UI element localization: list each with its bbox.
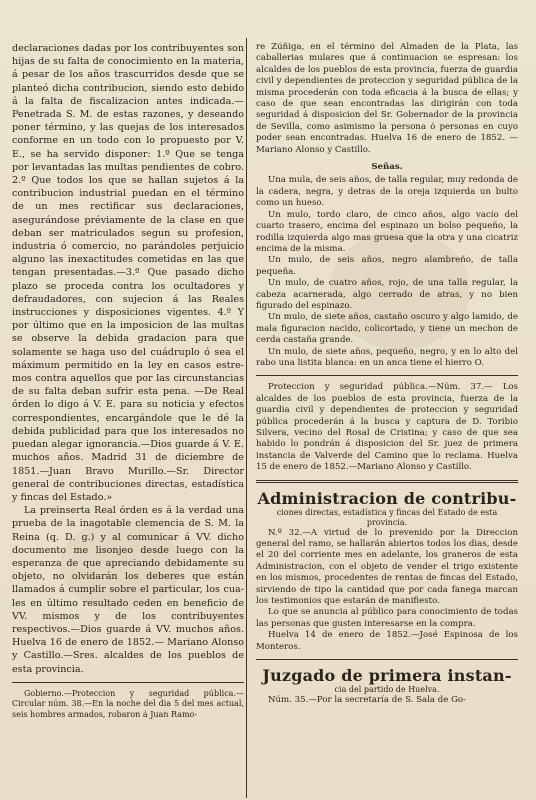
admin-body: N.º 32.—A virtud de lo prevenido por la Direccion general del ramo, se hallarán abiertos todos los dias, desde el 20 del corriente mes en adelante, los graneros de esta Administracion, con el objeto de vender el trigo existente en los mismos, procedentes de rentas de fincas del Estado, sirviendo de tipo la cantidad que por cada fanega marcan los testimonios que estarán de manifiesto. bbox=[256, 527, 518, 607]
sena-item: Un mulo, de siete años, pequeño, negro, y en lo alto del rabo una listita blanca: en un anca tiene el hierro O. bbox=[256, 346, 518, 368]
juzgado-body: Núm. 35.—Por la secretaría de S. Sala de Go- bbox=[268, 695, 467, 706]
right-double-divider bbox=[256, 480, 518, 483]
admin-signature: Huelva 14 de enero de 1852.—José Espinosa de los Monteros. bbox=[256, 630, 518, 652]
right-divider-two bbox=[256, 659, 518, 660]
left-body-text: declaraciones dadas por los contribuyentes son hijas de su falta de conocimiento en la materia, á pesar de los años trascurridos desde que se planteó dicha contribucion, siendo esto debido á la falta de fiscalizacion antes indicada.—Penetrada S. M. de estas razones, y deseando poner término, y las quejas de los interesados conforme en un todo con lo propuesto por V. E., se ha servido disponer: 1.º Que se tenga por levantadas las multas pendientes de cobro. 2.º Que todos los que se hallan sujetos á la contribucion industrial puedan en el término de un mes rectificar sus declaraciones, asegurándose préviamente de la clase en que deban ser matriculados segun su profesion, industria ó comercio, no parándoles perjuicio alguno las inexactitudes cometidas en las que tengan presentadas.—3.º Que pasado dicho plazo se proceda contra los ocultadores y defraudadores, con sujecion á las Reales instrucciones y disposiciones vigentes. 4.º Y por último que en la imposicion de las multas se observe la debida gradacion para que solamente se haga uso del cuádruplo ó sea el máximum permitido en la ley en casos estremos contra aquellos que por las circunstancias de su falta deban sufrir esta pena. —De Real órden lo digo á V. E. para su noticia y efectos correspondientes, encargándole que le dé la debida publicidad para que los interesados no puedan alegar ignorancia.—Dios guarde á V. E. muchos años. Madrid 31 de diciembre de 1851.—Juan Bravo Murillo.—Sr. Director general de contribuciones directas, estadística y fincas del Estado.» bbox=[12, 43, 244, 503]
admin-heading: Administracion de contribu- bbox=[257, 488, 517, 508]
sena-item: Un mulo, de seis años, negro alambreño, de talla pequeña. bbox=[256, 255, 518, 277]
right-divider bbox=[256, 375, 518, 376]
right-intro-text: re Zúñiga, en el término del Almaden de la Plata, las caballerias mulares que á continuacion se espresan: los alcaldes de los pueblos de esta provincia, fuerza de guardia civil y dependientes de proteccion y seguridad pública de la misma procederán con toda eficacia á la busca de ellas; y caso de que sean encontradas las dirigirán con toda seguridad á disposicion del Sr. Gobernador de la provincia de Sevilla, como asimismo la persona ó personas en cuyo poder sean encontradas. Huelva 16 de enero de 1852. —Mariano Alonso y Castillo. bbox=[256, 42, 518, 155]
sena-item: Un mulo, de cuatro años, rojo, de una talla regular, la cabeza acarnerada, algo cerrado de atras, y no bien figurado del espinazo. bbox=[256, 278, 518, 311]
left-column bbox=[12, 42, 244, 720]
admin-body-two: Lo que se anuncia al público para conocimiento de todas las personas que gusten interesarse en la compra. bbox=[256, 607, 518, 629]
juzgado-heading: Juzgado de primera instan- bbox=[262, 666, 512, 686]
left-divider bbox=[12, 682, 244, 683]
column-divider bbox=[246, 38, 247, 798]
sena-item: Un mulo, tordo claro, de cinco años, algo vacío del cuarto trasero, encima del espinazo un bolso pequeño, la rodilla izquierda algo mas gruesa que la otra y una cicatriz encima de la misma. bbox=[256, 209, 518, 254]
sena-item: Un mulo, de siete años, castaño oscuro y algo lamido, de mala figuracion nacido, colicortado, y tiene un mechon de cerda castaña grande. bbox=[256, 312, 518, 346]
admin-subheading: ciones directas, estadística y fincas del Estado de esta provincia. bbox=[276, 507, 498, 527]
juzgado-subheading: cia del partido de Huelva. bbox=[334, 685, 440, 695]
proteccion-notice: Proteccion y seguridad pública.—Núm. 37.— Los alcaldes de los pueblos de esta provincia, fuerza de la guardia civil y dependientes de proteccion y seguridad pública procederán á la busca y captura de D. Toribio Silvera, vecino del Rosal de Cristina; y caso de que sea habido lo pondrán á disposicion del Sr. juez de primera instancia de Valverde del Camino que lo reclama. Huelva 15 de enero de 1852.—Mariano Alonso y Castillo. bbox=[256, 382, 518, 473]
left-footer-circular: Gobierno.—Proteccion y seguridad pública.— Circular núm. 38.—En la noche del dia 5 del mes actual, seis hombres armados, robaron á Juan Ramo- bbox=[12, 688, 244, 719]
left-para-two: La preinserta Real órden es á la verdad una prueba de la inagotable clemencia de S. M. la Reina (q. D. g.) y al comunicar á VV. dicho documento me lisonjeo desde luego con la esperanza de que apreciando debidamente su objeto, no olvidarán los deberes que están llamados á cumplir sobre el particular, los cuales en último resultado ceden en beneficio de VV. mismos y de los contribuyentes respectivos.—Dios guarde á VV. muchos años. Huelva 16 de enero de 1852.— Mariano Alonso y Castillo.—Sres. alcaldes de los pueblos de esta provincia. bbox=[12, 505, 244, 675]
sena-item: Una mula, de seis años, de talla regular, muy redonda de la cadera, negra, y detras de la oreja izquierda un bulto como un hueso. bbox=[256, 175, 518, 209]
senas-heading: Señas. bbox=[371, 162, 403, 173]
right-column bbox=[256, 42, 518, 707]
